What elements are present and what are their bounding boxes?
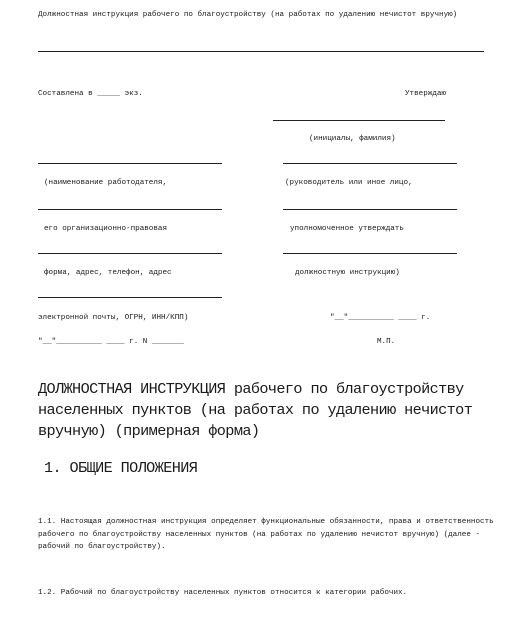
- document-header-title: Должностная инструкция рабочего по благоустройству (на работах по удалению нечистот вручную): [38, 11, 458, 19]
- head-fill-line-2: [283, 209, 457, 210]
- main-title: ДОЛЖНОСТНАЯ ИНСТРУКЦИЯ рабочего по благоустройству населенных пунктов (на работах по удалению нечистот вручную) (примерная форма): [38, 380, 473, 440]
- section-heading: 1. ОБЩИЕ ПОЛОЖЕНИЯ: [44, 459, 198, 477]
- head-caption-1: (руководитель или иное лицо,: [285, 179, 413, 187]
- paragraph-1-2: 1.2. Рабочий по благоустройству населенных пунктов относится к категории рабочих.: [38, 589, 408, 597]
- employer-caption-2: его организационно-правовая: [44, 225, 168, 233]
- employer-fill-line-4: [38, 297, 222, 298]
- head-caption-3: должностную инструкцию): [295, 269, 400, 277]
- employer-fill-line-1: [38, 163, 222, 164]
- initials-caption: (инициалы, фамилия): [309, 135, 396, 143]
- head-fill-line-1: [283, 163, 457, 164]
- approval-date-line: "__"__________ ____ г.: [330, 314, 431, 322]
- employer-fill-line-3: [38, 253, 222, 254]
- head-fill-line-3: [283, 253, 457, 254]
- stamp-label: М.П.: [377, 338, 396, 346]
- employer-caption-3: форма, адрес, телефон, адрес: [44, 269, 172, 277]
- employer-caption-4: электронной почты, ОГРН, ИНН/КПП): [38, 314, 189, 322]
- paragraph-1-1: 1.1. Настоящая должностная инструкция определяет функциональные обязанности, права и ответственность рабочего по благоустройству населенных пунктов (на работах по удалению нечистот вручную) (далее - рабочий по благоустройству).: [38, 518, 499, 551]
- head-caption-2: уполномоченное утверждать: [290, 225, 404, 233]
- approve-label: Утверждаю: [405, 90, 447, 98]
- approver-signature-line: [273, 120, 445, 121]
- copies-count-text: Составлена в _____ экз.: [38, 90, 143, 98]
- date-number-line: "__"__________ ____ г. N _______: [38, 338, 184, 346]
- header-underline: [38, 51, 484, 52]
- employer-fill-line-2: [38, 209, 222, 210]
- employer-caption-1: (наименование работодателя,: [44, 179, 168, 187]
